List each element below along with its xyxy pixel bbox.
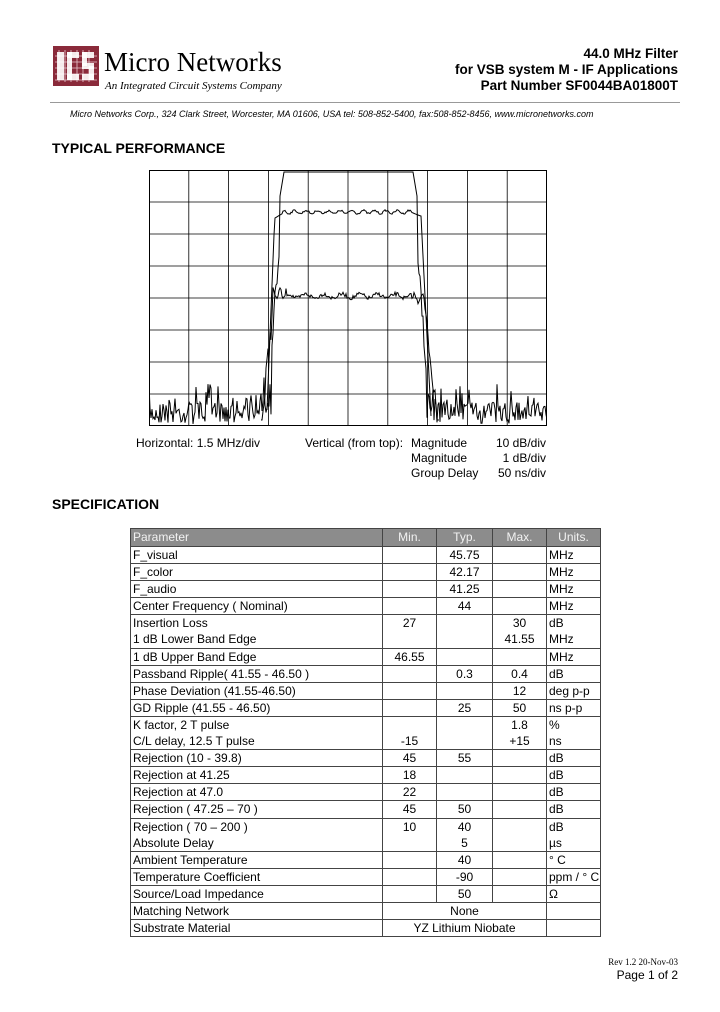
min-cell [383, 699, 437, 716]
units-value: dB [549, 768, 564, 783]
max-value: 41.55 [504, 632, 535, 647]
max-value [495, 767, 544, 783]
max-cell [493, 699, 547, 716]
min-value: 45 [402, 751, 417, 766]
typ-value [439, 767, 490, 783]
max-cell [493, 818, 547, 851]
units-value: µs [549, 835, 562, 850]
min-cell [383, 716, 437, 749]
typ-value: 55 [457, 751, 472, 766]
parameter-cell [131, 818, 383, 851]
typ-cell [437, 665, 493, 682]
typ-cell [437, 750, 493, 767]
min-cell [383, 784, 437, 801]
max-value [495, 564, 544, 580]
max-value: 30 [512, 616, 527, 631]
typ-cell [437, 648, 493, 665]
table-row [131, 615, 601, 648]
units-value: Ω [549, 886, 558, 901]
units-cell [547, 615, 601, 648]
max-value [495, 835, 544, 851]
max-value [495, 784, 544, 800]
units-value: dB [549, 785, 564, 800]
min-value [385, 869, 434, 885]
min-value: 27 [402, 616, 417, 631]
typ-cell [437, 851, 493, 868]
max-cell [493, 885, 547, 902]
column-header: Min. [383, 529, 437, 547]
parameter-name: Passband Ripple( 41.55 - 46.50 ) [133, 666, 310, 681]
table-row [131, 767, 601, 784]
units-cell [547, 648, 601, 665]
units-value: % [549, 717, 560, 732]
min-value [385, 581, 434, 597]
parameter-name: GD Ripple (41.55 - 46.50) [133, 700, 271, 715]
min-cell [383, 648, 437, 665]
parameter-name: F_visual [133, 548, 178, 562]
units-cell [547, 699, 601, 716]
parameter-name: Rejection at 41.25 [133, 768, 230, 783]
typ-cell [437, 767, 493, 784]
parameter-name: Phase Deviation (41.55-46.50) [133, 683, 296, 698]
min-cell [383, 801, 437, 818]
horizontal-scale: Horizontal: 1.5 MHz/div [136, 436, 261, 450]
title-line: Part Number SF0044BA01800T [480, 78, 678, 93]
trace-name: Magnitude [411, 451, 468, 465]
max-value [495, 886, 544, 902]
max-cell [493, 615, 547, 648]
units-value: ° C [549, 852, 566, 867]
parameter-cell [131, 547, 383, 564]
parameter-cell [131, 801, 383, 818]
max-value [495, 819, 544, 835]
typ-value: 50 [457, 802, 472, 817]
max-cell [493, 598, 547, 615]
max-cell [493, 648, 547, 665]
table-row [131, 818, 601, 851]
parameter-name: F_audio [133, 582, 177, 597]
title-line: for VSB system M - IF Applications [454, 62, 678, 77]
min-value: 46.55 [394, 649, 425, 664]
units-cell [547, 801, 601, 818]
typ-value: 5 [461, 835, 468, 850]
parameter-cell [131, 682, 383, 699]
min-value [385, 598, 434, 614]
parameter-name: Insertion Loss [133, 616, 208, 631]
units-cell [547, 547, 601, 564]
min-cell [383, 818, 437, 851]
max-value [495, 852, 544, 868]
typ-value [439, 717, 490, 733]
typ-cell [437, 716, 493, 749]
typ-value [439, 784, 490, 800]
parameter-cell [131, 767, 383, 784]
table-row [131, 851, 601, 868]
units-value: dB [549, 819, 564, 834]
typ-cell [437, 547, 493, 564]
parameter-cell [131, 902, 383, 919]
min-cell [383, 665, 437, 682]
typ-value: 50 [457, 886, 472, 901]
parameter-name: Rejection ( 70 – 200 ) [133, 819, 248, 834]
units-value: MHz [549, 548, 574, 562]
parameter-name: Center Frequency ( Nominal) [133, 599, 288, 614]
units-cell [547, 750, 601, 767]
max-cell [493, 581, 547, 598]
typ-value: 40 [457, 819, 472, 834]
trace-legend [411, 436, 478, 481]
typ-cell [437, 784, 493, 801]
max-value: 12 [512, 683, 527, 698]
header-divider [50, 102, 680, 103]
max-cell [493, 547, 547, 564]
units-cell [547, 581, 601, 598]
min-value: 22 [402, 785, 417, 800]
parameter-name: Rejection at 47.0 [133, 785, 224, 800]
max-cell [493, 665, 547, 682]
typ-value [439, 631, 490, 647]
revision-note: Rev 1.2 20-Nov-03 [608, 957, 678, 967]
max-cell [493, 682, 547, 699]
units-value: MHz [549, 632, 574, 647]
units-value: deg p-p [549, 683, 590, 698]
min-value [385, 852, 434, 868]
typ-cell [437, 682, 493, 699]
max-value [495, 649, 544, 665]
table-row [131, 920, 601, 937]
units-cell [547, 868, 601, 885]
max-value [495, 750, 544, 766]
page-number: Page 1 of 2 [616, 968, 678, 982]
typ-value [439, 683, 490, 699]
specification-table [130, 528, 601, 937]
min-cell [383, 682, 437, 699]
trace-name: Magnitude [411, 436, 468, 450]
min-value [385, 547, 434, 563]
min-value [385, 886, 434, 902]
typ-value: 0.3 [456, 666, 473, 681]
parameter-name: F_color [133, 565, 174, 580]
parameter-cell [131, 615, 383, 648]
typ-value: 40 [457, 852, 472, 867]
table-row [131, 902, 601, 919]
column-header: Units. [547, 529, 601, 547]
document-title [455, 46, 678, 94]
max-value: 1.8 [511, 717, 528, 732]
min-cell [383, 885, 437, 902]
max-value: 0.4 [511, 666, 528, 681]
column-header: Typ. [437, 529, 493, 547]
parameter-name: 1 dB Upper Band Edge [133, 649, 257, 664]
max-cell [493, 767, 547, 784]
table-row [131, 699, 601, 716]
typ-value: 25 [457, 700, 472, 715]
units-value: ns p-p [549, 700, 583, 715]
min-cell [383, 615, 437, 648]
min-cell [383, 851, 437, 868]
parameter-name: Matching Network [133, 903, 230, 918]
units-cell [547, 598, 601, 615]
max-cell [493, 868, 547, 885]
trace-scales [496, 436, 546, 481]
min-cell [383, 581, 437, 598]
typ-cell [437, 581, 493, 598]
performance-plot [149, 170, 547, 426]
parameter-name: Temperature Coefficient [133, 869, 261, 884]
table-row [131, 784, 601, 801]
parameter-name: Absolute Delay [133, 835, 214, 850]
table-row [131, 598, 601, 615]
min-value: 18 [402, 768, 417, 783]
brand-name: Micro Networks [104, 47, 282, 77]
typ-value: -90 [455, 869, 474, 884]
typ-cell [437, 615, 493, 648]
min-cell [383, 547, 437, 564]
max-cell [493, 564, 547, 581]
table-row [131, 665, 601, 682]
units-cell [547, 767, 601, 784]
units-cell [547, 818, 601, 851]
units-value: MHz [549, 582, 574, 597]
table-row [131, 750, 601, 767]
table-row [131, 682, 601, 699]
units-value: MHz [549, 565, 574, 580]
table-row [131, 564, 601, 581]
min-value [385, 835, 434, 851]
section-heading-specification: SPECIFICATION [52, 496, 160, 512]
min-cell [383, 868, 437, 885]
table-header-row [131, 529, 601, 547]
table-row [131, 885, 601, 902]
typ-value: 42.17 [449, 565, 480, 580]
typ-cell [437, 885, 493, 902]
typ-value: 41.25 [449, 582, 480, 597]
title-line: 44.0 MHz Filter [583, 46, 678, 61]
parameter-cell [131, 665, 383, 682]
min-cell [383, 767, 437, 784]
min-cell [383, 564, 437, 581]
max-value [495, 801, 544, 817]
min-value: -15 [400, 734, 419, 749]
company-address: Micro Networks Corp., 324 Clark Street, Worcester, MA 01606, USA tel: 508-852-5400, fax:508-852-8456, www.micronetworks.com [70, 109, 594, 119]
units-value: MHz [549, 649, 574, 664]
min-value: 45 [402, 802, 417, 817]
trace-scale: 1 dB/div [502, 451, 546, 465]
units-value: dB [549, 751, 564, 766]
max-value [495, 598, 544, 614]
parameter-name: Substrate Material [133, 921, 231, 936]
table-row [131, 801, 601, 818]
min-value [385, 666, 434, 682]
max-cell [493, 750, 547, 767]
section-heading-performance: TYPICAL PERFORMANCE [52, 140, 226, 156]
parameter-cell [131, 564, 383, 581]
typ-value [439, 733, 490, 749]
units-cell [547, 902, 601, 919]
parameter-cell [131, 716, 383, 749]
units-cell [547, 784, 601, 801]
table-row [131, 868, 601, 885]
parameter-cell [131, 648, 383, 665]
units-value: dB [549, 666, 564, 681]
typ-cell [437, 564, 493, 581]
typ-cell [437, 818, 493, 851]
units-value: ppm / ° C [549, 869, 600, 884]
parameter-cell [131, 699, 383, 716]
typ-value [439, 615, 490, 631]
trace-scale: 10 dB/div [495, 436, 546, 450]
table-row [131, 581, 601, 598]
min-value: 10 [402, 819, 417, 834]
parameter-name: C/L delay, 12.5 T pulse [133, 734, 255, 749]
typ-cell [437, 598, 493, 615]
trace-name: Group Delay [411, 466, 479, 480]
units-cell [547, 665, 601, 682]
units-value: dB [549, 616, 564, 631]
parameter-name: Rejection (10 - 39.8) [133, 751, 242, 766]
min-value [385, 631, 434, 647]
parameter-name: 1 dB Lower Band Edge [133, 632, 257, 647]
units-cell [547, 564, 601, 581]
typ-value [439, 649, 490, 665]
parameter-name: Rejection ( 47.25 – 70 ) [133, 802, 258, 817]
brand-tagline: An Integrated Circuit Systems Company [105, 80, 282, 92]
min-value [385, 564, 434, 580]
min-cell [383, 750, 437, 767]
vertical-scale-label: Vertical (from top): [305, 436, 404, 450]
max-value: +15 [509, 734, 530, 749]
typ-value: 44 [457, 599, 472, 614]
units-cell [547, 716, 601, 749]
column-header: Parameter [131, 529, 383, 547]
min-cell [383, 598, 437, 615]
max-cell [493, 801, 547, 818]
max-cell [493, 784, 547, 801]
parameter-cell [131, 581, 383, 598]
parameter-cell [131, 920, 383, 937]
parameter-cell [131, 868, 383, 885]
parameter-name: K factor, 2 T pulse [133, 717, 230, 732]
units-cell [547, 851, 601, 868]
typ-value: 45.75 [449, 548, 480, 562]
table-row [131, 547, 601, 564]
max-value [495, 869, 544, 885]
value-cell: None [383, 902, 547, 919]
table-row [131, 648, 601, 665]
typ-cell [437, 868, 493, 885]
units-value: dB [549, 802, 564, 817]
max-value [495, 547, 544, 563]
typ-cell [437, 801, 493, 818]
min-value [385, 700, 434, 716]
table-row [131, 716, 601, 749]
units-value: ns [549, 734, 562, 749]
column-header: Max. [493, 529, 547, 547]
parameter-name: Ambient Temperature [133, 852, 248, 867]
parameter-cell [131, 885, 383, 902]
max-value [495, 581, 544, 597]
units-cell [547, 885, 601, 902]
max-cell [493, 716, 547, 749]
parameter-cell [131, 750, 383, 767]
units-value: MHz [549, 599, 574, 614]
typ-cell [437, 699, 493, 716]
units-cell [547, 682, 601, 699]
trace-scale: 50 ns/div [497, 466, 546, 480]
value-cell: YZ Lithium Niobate [383, 920, 547, 937]
parameter-name: Source/Load Impedance [133, 886, 264, 901]
max-cell [493, 851, 547, 868]
parameter-cell [131, 784, 383, 801]
min-value [385, 717, 434, 733]
parameter-cell [131, 851, 383, 868]
performance-plot-svg [149, 170, 547, 426]
max-value: 50 [512, 700, 527, 715]
parameter-cell [131, 598, 383, 615]
company-logo [53, 46, 99, 86]
units-cell [547, 920, 601, 937]
min-value [385, 683, 434, 699]
